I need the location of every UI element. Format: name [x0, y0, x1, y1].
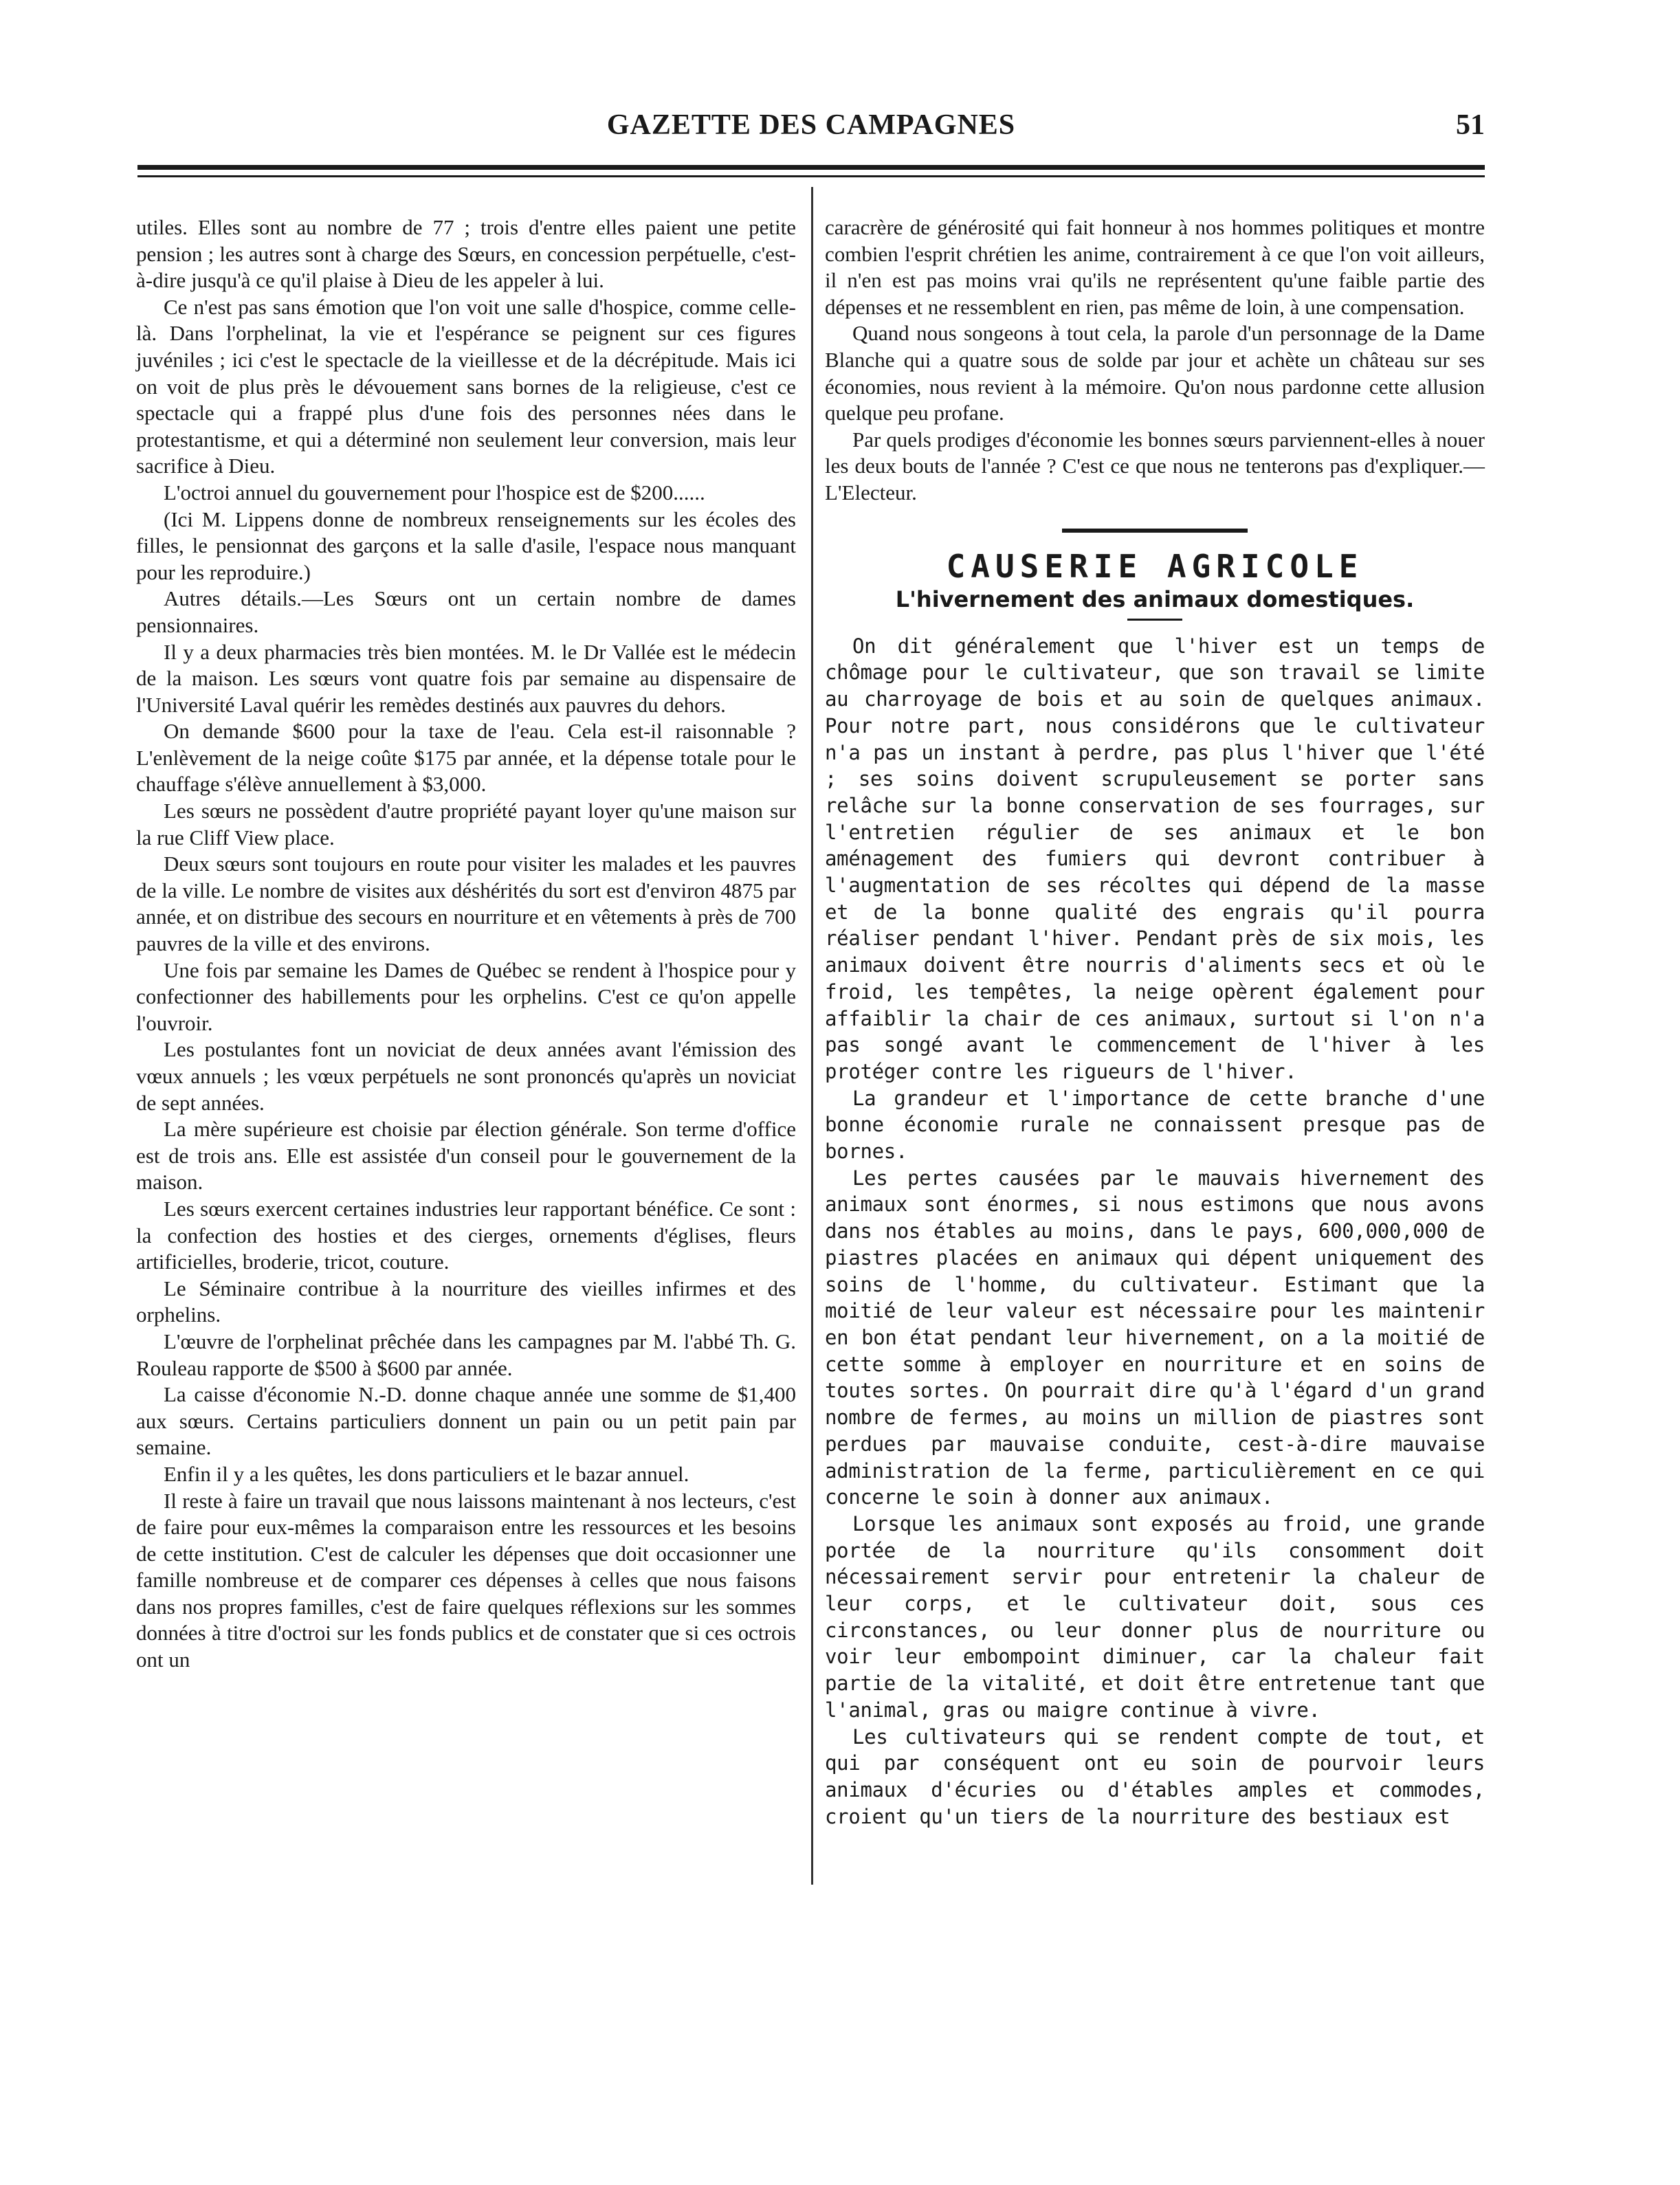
column-divider: [811, 187, 813, 1885]
section-separator: [1062, 529, 1248, 533]
paragraph: La mère supérieure est choisie par élection générale. Son terme d'office est de trois ans. Elle est assistée d'un conseil pour le gouvernement de la maison.: [136, 1117, 796, 1195]
paragraph: L'octroi annuel du gouvernement pour l'hospice est de $200......: [164, 480, 705, 504]
causerie-article-text: [825, 633, 1485, 1830]
left-column: [136, 214, 796, 1674]
header-rule-thick: [137, 165, 1485, 170]
paragraph: Il y a deux pharmacies très bien montées. M. le Dr Vallée est le médecin de la maison. Les sœurs vont quatre fois par semaine au dispensaire de l'Université Laval quérir les remèdes destinés aux pauvres du dehors.: [136, 639, 796, 717]
header-rule-thin: [137, 175, 1485, 177]
paragraph: On demande $600 pour la taxe de l'eau. Cela est-il raisonnable ? L'enlèvement de la neige coûte $175 par année, et la dépense totale pour le chauffage s'élève annuellement à $3,000.: [136, 719, 796, 797]
paragraph: Il reste à faire un travail que nous laissons maintenant à nos lecteurs, c'est de faire pour eux-mêmes la comparaison entre les ressources et les besoins de cette institution. C'est de calculer les dépenses que doit occasionner une famille nombreuse et de comparer ces dépenses à celles que nous faisons dans nos propres familles, c'est de faire quelques réflexions sur les sommes données à titre d'octroi sur les fonds publics et de constater que si ces octrois ont un: [136, 1488, 796, 1672]
paragraph: Une fois par semaine les Dames de Québec se rendent à l'hospice pour y confectionner des habillements pour les orphelins. C'est ce qu'on appelle l'ouvroir.: [136, 957, 796, 1035]
paragraph: Par quels prodiges d'économie les bonnes sœurs parviennent-elles à nouer les deux bouts de l'année ? C'est ce que nous ne tenterons pas d'expliquer.—L'Electeur.: [825, 427, 1485, 504]
paragraph: (Ici M. Lippens donne de nombreux renseignements sur les écoles des filles, le pensionnat des garçons et la salle d'asile, l'espace nous manquant pour les reproduire.): [136, 507, 796, 584]
paragraph: Autres détails.—Les Sœurs ont un certain nombre de dames pensionnaires.: [136, 586, 796, 637]
right-column: [825, 214, 1485, 1830]
paragraph: Le Séminaire contribue à la nourriture des vieilles infirmes et des orphelins.: [136, 1276, 796, 1327]
paragraph: On dit généralement que l'hiver est un temps de chômage pour le cultivateur, que son travail se limite au charroyage de bois et au soin de quelques animaux. Pour notre part, nous considérons que le cultivateur n'a pas un instant à perdre, pas plus l'hiver que l'été ; ses soins doivent scrupuleusement se porter sans relâche sur la bonne conservation de ses fourrages, sur l'entretien régulier de ses animaux et le bon aménagement des fumiers qui devront contribuer à l'augmentation de ses récoltes qui dépend de la masse et de la bonne qualité des engrais qu'il pourra réaliser pendant l'hiver. Pendant près de six mois, les animaux doivent être nourris d'aliments secs et où le froid, les tempêtes, la neige opèrent également pour affaiblir la chair de ces animaux, surtout si l'on n'a pas songé avant le commencement de l'hiver à les protéger contre les rigueurs de l'hiver.: [825, 634, 1485, 1083]
paragraph: La grandeur et l'importance de cette branche d'une bonne économie rurale ne connaissent presque pas de bornes.: [825, 1086, 1485, 1164]
page-number: 51: [1456, 109, 1485, 141]
paragraph: L'œuvre de l'orphelinat prêchée dans les campagnes par M. l'abbé Th. G. Rouleau rapporte de $500 à $600 par année.: [136, 1329, 796, 1380]
paragraph: Lorsque les animaux sont exposés au froid, une grande portée de la nourriture qu'ils consomment doit nécessairement servir pour entretenir la chaleur de leur corps, et le cultivateur doit, sous ces circonstances, ou leur donner plus de nourriture ou voir leur embompoint diminuer, car la chaleur fait partie de la vitalité, et doit être entretenue tant que l'animal, gras ou maigre continue à vivre.: [825, 1511, 1485, 1722]
section-subtitle: L'hivernement des animaux domestiques.: [895, 586, 1415, 613]
paragraph: La caisse d'économie N.-D. donne chaque année une somme de $1,400 aux sœurs. Certains particuliers donnent un pain ou un petit pain par semaine.: [136, 1382, 796, 1460]
paragraph: Les postulantes font un noviciat de deux années avant l'émission des vœux annuels ; les vœux perpétuels ne sont prononcés qu'après un noviciat de sept années.: [136, 1037, 796, 1115]
paragraph: utiles. Elles sont au nombre de 77 ; trois d'entre elles paient une petite pension ; les autres sont à charge des Sœurs, en concession perpétuelle, c'est-à-dire jusqu'à ce qu'il plaise à Dieu de les appeler à lui.: [136, 215, 796, 293]
left-column-text: [136, 214, 796, 1674]
paragraph: Deux sœurs sont toujours en route pour visiter les malades et les pauvres de la ville. Le nombre de visites aux déshérités du sort est d'environ 4875 par année, et on distribue des secours en nourriture et en vêtements à près de 700 pauvres de la ville et des environs.: [136, 852, 796, 956]
paragraph: Quand nous songeons à tout cela, la parole d'un personnage de la Dame Blanche qui a quatre sous de solde par jour et achète un château sur ses économies, nous revient à la mémoire. Qu'on nous pardonne cette allusion quelque peu profane.: [825, 321, 1485, 425]
paragraph: Les pertes causées par le mauvais hivernement des animaux sont énormes, si nous estimons que nous avons dans nos étables au moins, dans le pays, 600,000,000 de piastres placées en animaux qui dépent uniquement des soins de l'homme, du cultivateur. Estimant que la moitié de leur valeur est nécessaire pour les maintenir en bon état pendant leur hivernement, on a la moitié de cette somme à employer en nourriture et en soins de toutes sortes. On pourrait dire qu'à l'égard d'un grand nombre de fermes, au moins un million de piastres sont perdues par mauvaise conduite, cest-à-dire mauvaise administration de la ferme, particulièrement en ce qui concerne le soin à donner aux animaux.: [825, 1166, 1485, 1509]
paragraph: caracrère de générosité qui fait honneur à nos hommes politiques et montre combien l'esprit chrétien les anime, contrairement à ce que l'on voit ailleurs, il n'en est pas moins vrai qu'ils ne représentent qu'une faible partie des dépenses et ne ressemblent en rien, pas même de loin, à une compensation.: [825, 215, 1485, 319]
section-title: CAUSERIE AGRICOLE: [946, 547, 1364, 585]
right-column-intro-text: [825, 214, 1485, 507]
newspaper-title: GAZETTE DES CAMPAGNES: [606, 109, 1016, 141]
paragraph: Ce n'est pas sans émotion que l'on voit une salle d'hospice, comme celle-là. Dans l'orphelinat, la vie et l'espérance se peignent sur ces figures juvéniles ; ici c'est le spectacle de la vieillesse et de la décrépitude. Mais ici on voit de plus près le dévouement sans bornes de la religieuse, c'est ce spectacle qui a frappé plus d'une fois des personnes nées dans le protestantisme, et qui a déterminé non seulement leur conversion, mais leur sacrifice à Dieu.: [136, 294, 796, 478]
subtitle-rule: [1127, 619, 1182, 621]
paragraph: Enfin il y a les quêtes, les dons particuliers et le bazar annuel.: [164, 1461, 689, 1486]
paragraph: Les cultivateurs qui se rendent compte de tout, et qui par conséquent ont eu soin de pourvoir leurs animaux d'écuries ou d'étables amples et commodes, croient qu'un tiers de la nourriture des bestiaux est: [825, 1724, 1485, 1828]
page-header: [137, 109, 1485, 157]
paragraph: Les sœurs exercent certaines industries leur rapportant bénéfice. Ce sont : la confection des hosties et des cierges, ornements d'églises, fleurs artificielles, broderie, tricot, couture.: [136, 1196, 796, 1274]
paragraph: Les sœurs ne possèdent d'autre propriété payant loyer qu'une maison sur la rue Cliff View place.: [136, 799, 796, 850]
